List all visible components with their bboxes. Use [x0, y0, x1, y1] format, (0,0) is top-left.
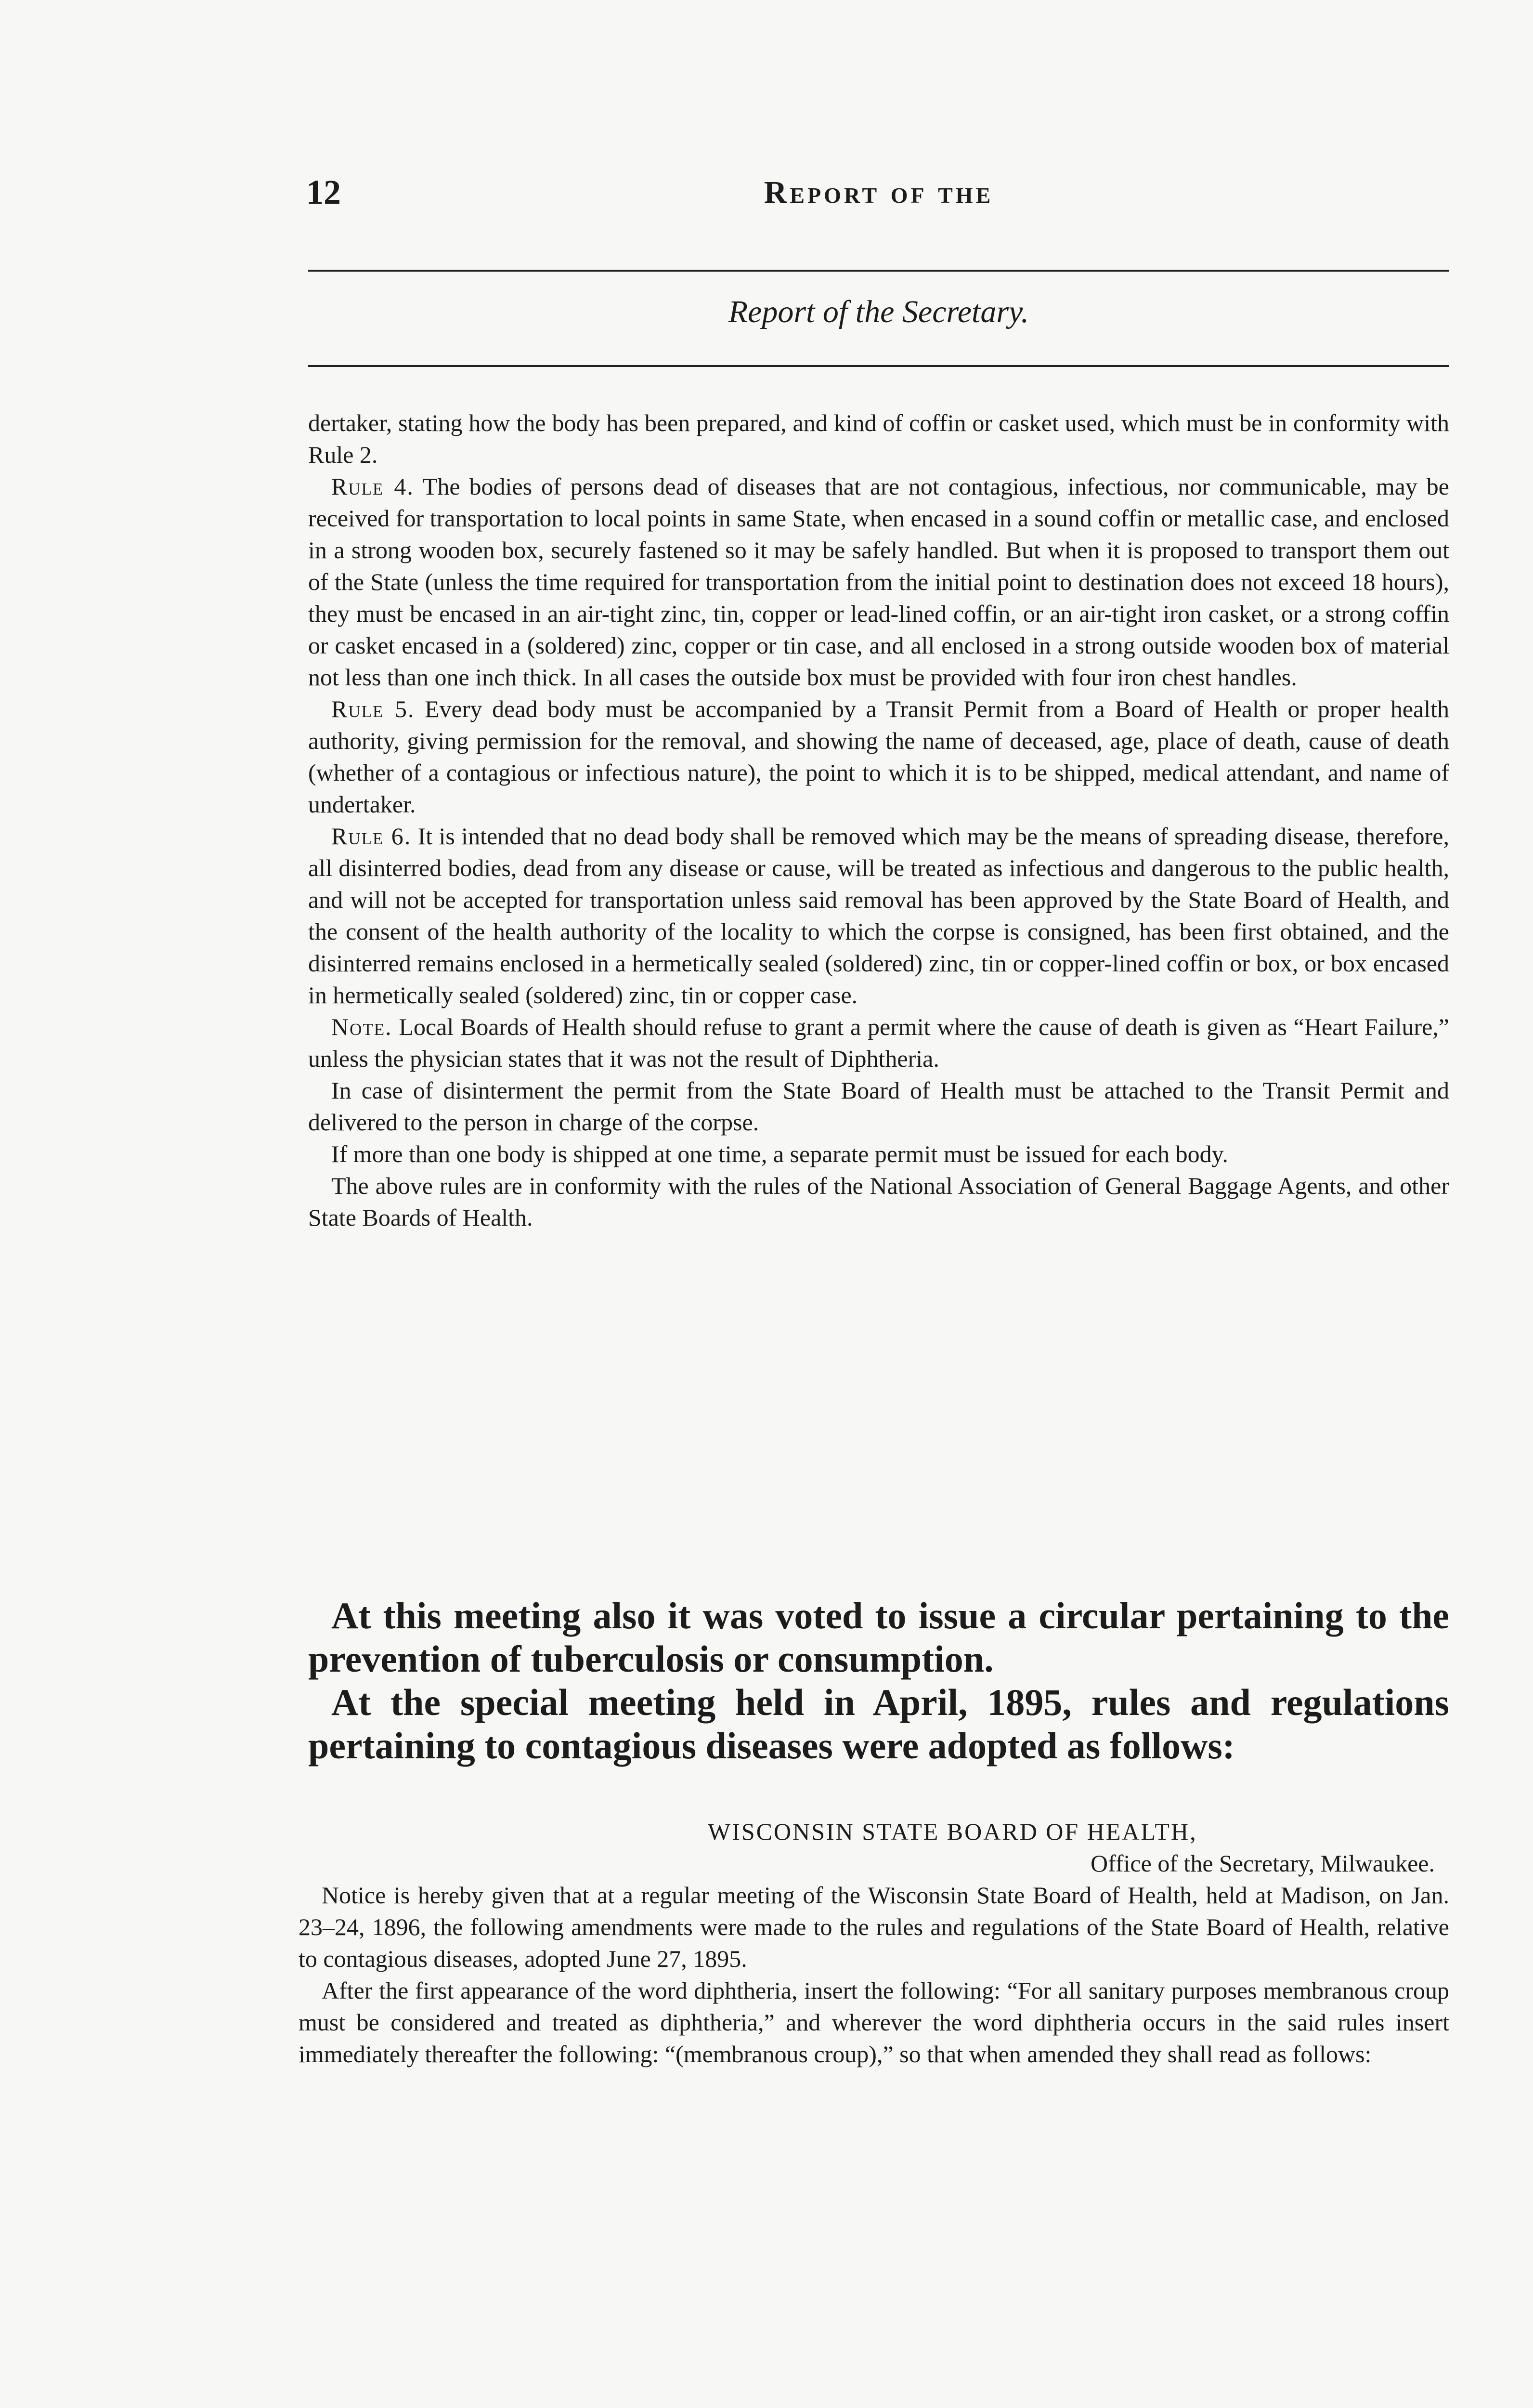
notice-section: [299, 1816, 1449, 2070]
note-label: Note.: [331, 1013, 392, 1040]
paragraph-note: [308, 1011, 1449, 1074]
paragraph-rule-5: [308, 693, 1449, 820]
paragraph: The above rules are in conformity with the rules of the National Association of General Baggage Agents, and other State Boards of Health.: [308, 1172, 1449, 1231]
paragraph: At this meeting also it was voted to issue a circular pertaining to the prevention of tuberculosis or consumption.: [308, 1595, 1449, 1680]
paragraph-rule-6: [308, 820, 1449, 1011]
rule-text: Every dead body must be accompanied by a Transit Permit from a Board of Health or proper health authority, giving permission for the removal, and showing the name of deceased, age, place of death, cause of death (whether of a contagious or infectious nature), the point to which it is to be shipped, medical attendant, and name of undertaker.: [308, 695, 1449, 818]
rule-text: The bodies of persons dead of diseases that are not contagious, infectious, nor communicable, may be received for transportation to local points in same State, when encased in a sound coffin or metallic case, and enclosed in a strong wooden box, securely fastened so it may be safely handled. But when it is proposed to transport them out of the State (unless the time required for transportation from the initial point to destination does not exceed 18 hours), they must be encased in an air-tight zinc, tin, copper or lead-lined coffin, or an air-tight iron casket, or a strong coffin or casket encased in a (soldered) zinc, copper or tin case, and all enclosed in a strong outside wooden box of material not less than one inch thick. In all cases the outside box must be provided with four iron chest handles.: [308, 473, 1449, 691]
notice-organization: WISCONSIN STATE BOARD OF HEALTH,: [708, 1818, 1197, 1845]
header-rule-bottom: [308, 365, 1449, 367]
paragraph: dertaker, stating how the body has been prepared, and kind of coffin or casket used, which must be in conformity with Rule 2.: [308, 409, 1449, 468]
paragraph-rule-4: [308, 471, 1449, 693]
rule-label: Rule 6.: [331, 823, 412, 850]
rule-label: Rule 4.: [331, 473, 414, 500]
paragraph: At the special meeting held in April, 1895, rules and regulations pertaining to contagious diseases were adopted as follows:: [308, 1681, 1449, 1767]
note-text: Local Boards of Health should refuse to grant a permit where the cause of death is given as “Heart Failure,” unless the physician states that it was not the result of Diphtheria.: [308, 1013, 1449, 1072]
rule-text: It is intended that no dead body shall be removed which may be the means of spreading disease, therefore, all disinterred bodies, dead from any disease or cause, will be treated as infectious and dangerous to the public health, and will not be accepted for transportation unless said removal has been approved by the State Board of Health, and the consent of the health authority of the locality to which the corpse is consigned, has been first obtained, and the disinterred remains enclosed in a hermetically sealed (soldered) zinc, tin or copper-lined coffin or box, or box encased in hermetically sealed (soldered) zinc, tin or copper case.: [308, 823, 1449, 1008]
notice-office: Office of the Secretary, Milwaukee.: [1091, 1850, 1435, 1877]
paragraph: Notice is hereby given that at a regular meeting of the Wisconsin State Board of Health, held at Madison, on Jan. 23–24, 1896, the following amendments were made to the rules and regulations of the State Board of Health, relative to contagious diseases, adopted June 27, 1895.: [299, 1882, 1449, 1972]
page-number: 12: [306, 173, 341, 211]
rule-label: Rule 5.: [331, 695, 415, 722]
header-rule-top: [308, 270, 1449, 272]
paragraph: In case of disinterment the permit from the State Board of Health must be attached to the Transit Permit and delivered to the person in charge of the corpse.: [308, 1077, 1449, 1136]
paragraph: If more than one body is shipped at one time, a separate permit must be issued for each body.: [331, 1140, 1228, 1167]
paragraph: After the first appearance of the word diphtheria, insert the following: “For all sanitary purposes membranous croup must be considered and treated as diphtheria,” and wherever the word diphtheria occurs in the said rules insert immediately thereafter the following: “(membranous croup),” so that when amended they shall read as follows:: [299, 1977, 1449, 2068]
rules-section: [308, 407, 1449, 1233]
section-head: Report of the Secretary.: [728, 294, 1029, 329]
running-head: Report of the: [764, 175, 994, 210]
large-type-section: [308, 1594, 1449, 1767]
